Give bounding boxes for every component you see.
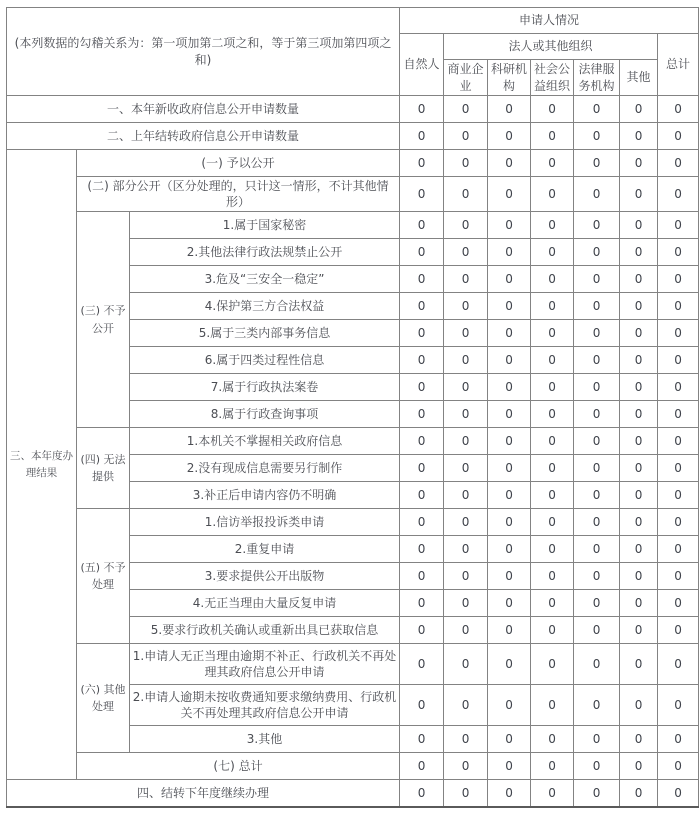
- value-cell: 0: [658, 347, 699, 374]
- row-label-carried-to-next-year: 四、结转下年度继续办理: [7, 780, 400, 807]
- row-label-request-publications: 3.要求提供公开出版物: [130, 563, 400, 590]
- value-cell: 0: [444, 123, 488, 150]
- value-cell: 0: [531, 726, 574, 753]
- row-label-reconfirm-obtained-info: 5.要求行政机关确认或重新出具已获取信息: [130, 617, 400, 644]
- value-cell: 0: [658, 428, 699, 455]
- header-applicant-situation: 申请人情况: [400, 8, 699, 34]
- value-cell: 0: [400, 644, 444, 685]
- row-label-still-unclear-after-correction: 3.补正后申请内容仍不明确: [130, 482, 400, 509]
- table-row: [7, 212, 699, 239]
- value-cell: 0: [620, 96, 658, 123]
- value-cell: 0: [574, 123, 620, 150]
- header-natural-person: 自然人: [400, 34, 444, 96]
- value-cell: 0: [400, 590, 444, 617]
- value-cell: 0: [620, 212, 658, 239]
- value-cell: 0: [400, 177, 444, 212]
- value-cell: 0: [444, 685, 488, 726]
- value-cell: 0: [620, 563, 658, 590]
- row-label-unjustified-mass-repeat: 4.无正当理由大量反复申请: [130, 590, 400, 617]
- value-cell: 0: [620, 123, 658, 150]
- value-cell: 0: [574, 590, 620, 617]
- value-cell: 0: [531, 177, 574, 212]
- value-cell: 0: [488, 590, 531, 617]
- value-cell: 0: [531, 96, 574, 123]
- row-label-state-secret: 1.属于国家秘密: [130, 212, 400, 239]
- value-cell: 0: [531, 266, 574, 293]
- value-cell: 0: [620, 753, 658, 780]
- value-cell: 0: [444, 644, 488, 685]
- value-cell: 0: [488, 509, 531, 536]
- value-cell: 0: [620, 590, 658, 617]
- table-row: [7, 644, 699, 685]
- value-cell: 0: [620, 644, 658, 685]
- value-cell: 0: [620, 482, 658, 509]
- value-cell: 0: [444, 428, 488, 455]
- value-cell: 0: [531, 293, 574, 320]
- value-cell: 0: [574, 150, 620, 177]
- row-label-partial-disclosure: (二) 部分公开（区分处理的，只计这一情形，不计其他情形）: [77, 177, 400, 212]
- value-cell: 0: [400, 617, 444, 644]
- value-cell: 0: [574, 212, 620, 239]
- row-label-granted-disclosure: (一) 予以公开: [77, 150, 400, 177]
- value-cell: 0: [531, 563, 574, 590]
- table-row: [7, 428, 699, 455]
- value-cell: 0: [488, 726, 531, 753]
- header-legal-service-org: 法律服务机构: [574, 60, 620, 96]
- value-cell: 0: [400, 150, 444, 177]
- value-cell: 0: [658, 536, 699, 563]
- table-row: [7, 509, 699, 536]
- header-total: 总计: [658, 34, 699, 96]
- value-cell: 0: [620, 293, 658, 320]
- value-cell: 0: [444, 266, 488, 293]
- value-cell: 0: [574, 753, 620, 780]
- value-cell: 0: [488, 320, 531, 347]
- value-cell: 0: [400, 239, 444, 266]
- value-cell: 0: [444, 509, 488, 536]
- value-cell: 0: [444, 239, 488, 266]
- value-cell: 0: [658, 239, 699, 266]
- group-label-unable-to-provide: (四) 无法提供: [77, 428, 130, 509]
- value-cell: 0: [574, 780, 620, 807]
- row-label-other: 3.其他: [130, 726, 400, 753]
- group-label-not-processed: (五) 不予处理: [77, 509, 130, 644]
- value-cell: 0: [658, 123, 699, 150]
- row-label-endanger-security-stability: 3.危及“三安全一稳定”: [130, 266, 400, 293]
- value-cell: 0: [574, 177, 620, 212]
- value-cell: 0: [488, 212, 531, 239]
- value-cell: 0: [444, 780, 488, 807]
- value-cell: 0: [400, 563, 444, 590]
- value-cell: 0: [488, 563, 531, 590]
- value-cell: 0: [531, 685, 574, 726]
- value-cell: 0: [658, 212, 699, 239]
- value-cell: 0: [400, 266, 444, 293]
- value-cell: 0: [400, 726, 444, 753]
- row-label-process-info: 6.属于四类过程性信息: [130, 347, 400, 374]
- row-label-overdue-no-correction: 1.申请人无正当理由逾期不补正、行政机关不再处理其政府信息公开申请: [130, 644, 400, 685]
- value-cell: 0: [620, 726, 658, 753]
- value-cell: 0: [574, 536, 620, 563]
- value-cell: 0: [488, 685, 531, 726]
- value-cell: 0: [400, 455, 444, 482]
- value-cell: 0: [488, 177, 531, 212]
- value-cell: 0: [574, 320, 620, 347]
- header-commercial-enterprise: 商业企业: [444, 60, 488, 96]
- value-cell: 0: [531, 617, 574, 644]
- value-cell: 0: [658, 685, 699, 726]
- table-row: [7, 150, 699, 177]
- section3-label-cell: 三、本年度办理结果: [7, 150, 77, 780]
- value-cell: 0: [574, 617, 620, 644]
- value-cell: 0: [531, 428, 574, 455]
- value-cell: 0: [400, 509, 444, 536]
- value-cell: 0: [531, 401, 574, 428]
- value-cell: 0: [488, 482, 531, 509]
- value-cell: 0: [400, 482, 444, 509]
- group-label-other-handling: (六) 其他处理: [77, 644, 130, 753]
- value-cell: 0: [488, 123, 531, 150]
- value-cell: 0: [488, 753, 531, 780]
- value-cell: 0: [531, 212, 574, 239]
- row-label-carried-over-applications: 二、上年结转政府信息公开申请数量: [7, 123, 400, 150]
- header-row-1: [7, 8, 699, 34]
- value-cell: 0: [444, 617, 488, 644]
- value-cell: 0: [531, 482, 574, 509]
- value-cell: 0: [574, 685, 620, 726]
- row-label-petition-complaint-type: 1.信访举报投诉类申请: [130, 509, 400, 536]
- value-cell: 0: [574, 96, 620, 123]
- row-label-repeated-application: 2.重复申请: [130, 536, 400, 563]
- value-cell: 0: [658, 482, 699, 509]
- value-cell: 0: [658, 293, 699, 320]
- value-cell: 0: [531, 644, 574, 685]
- value-cell: 0: [658, 96, 699, 123]
- row-label-internal-affairs-info: 5.属于三类内部事务信息: [130, 320, 400, 347]
- value-cell: 0: [444, 590, 488, 617]
- value-cell: 0: [400, 536, 444, 563]
- value-cell: 0: [574, 401, 620, 428]
- value-cell: 0: [658, 374, 699, 401]
- value-cell: 0: [444, 347, 488, 374]
- header-other-org: 其他: [620, 60, 658, 96]
- value-cell: 0: [658, 753, 699, 780]
- value-cell: 0: [444, 726, 488, 753]
- table-row: [7, 780, 699, 807]
- value-cell: 0: [658, 644, 699, 685]
- value-cell: 0: [444, 455, 488, 482]
- value-cell: 0: [444, 177, 488, 212]
- value-cell: 0: [400, 347, 444, 374]
- value-cell: 0: [400, 753, 444, 780]
- value-cell: 0: [444, 320, 488, 347]
- value-cell: 0: [488, 644, 531, 685]
- value-cell: 0: [488, 374, 531, 401]
- value-cell: 0: [488, 266, 531, 293]
- table-row: [7, 177, 699, 212]
- value-cell: 0: [574, 374, 620, 401]
- value-cell: 0: [400, 685, 444, 726]
- row-label-not-held-by-agency: 1.本机关不掌握相关政府信息: [130, 428, 400, 455]
- value-cell: 0: [658, 320, 699, 347]
- header-research-institution: 科研机构: [488, 60, 531, 96]
- value-cell: 0: [574, 347, 620, 374]
- value-cell: 0: [620, 374, 658, 401]
- value-cell: 0: [658, 509, 699, 536]
- value-cell: 0: [531, 590, 574, 617]
- value-cell: 0: [658, 455, 699, 482]
- value-cell: 0: [488, 780, 531, 807]
- value-cell: 0: [658, 266, 699, 293]
- row-label-law-prohibited: 2.其他法律行政法规禁止公开: [130, 239, 400, 266]
- value-cell: 0: [620, 347, 658, 374]
- value-cell: 0: [574, 293, 620, 320]
- value-cell: 0: [531, 123, 574, 150]
- value-cell: 0: [620, 780, 658, 807]
- value-cell: 0: [620, 455, 658, 482]
- table-row: [7, 123, 699, 150]
- value-cell: 0: [620, 239, 658, 266]
- value-cell: 0: [444, 96, 488, 123]
- value-cell: 0: [488, 239, 531, 266]
- value-cell: 0: [400, 123, 444, 150]
- value-cell: 0: [620, 266, 658, 293]
- value-cell: 0: [400, 780, 444, 807]
- value-cell: 0: [531, 320, 574, 347]
- value-cell: 0: [444, 212, 488, 239]
- row-label-new-applications: 一、本年新收政府信息公开申请数量: [7, 96, 400, 123]
- value-cell: 0: [658, 780, 699, 807]
- gov-info-disclosure-applications-table: [6, 7, 699, 808]
- value-cell: 0: [658, 590, 699, 617]
- row-label-overdue-unpaid-fees: 2.申请人逾期未按收费通知要求缴纳费用、行政机关不再处理其政府信息公开申请: [130, 685, 400, 726]
- value-cell: 0: [658, 726, 699, 753]
- value-cell: 0: [574, 509, 620, 536]
- row-label-section3-total: (七) 总计: [77, 753, 400, 780]
- value-cell: 0: [531, 374, 574, 401]
- value-cell: 0: [658, 563, 699, 590]
- value-cell: 0: [658, 401, 699, 428]
- value-cell: 0: [574, 563, 620, 590]
- value-cell: 0: [620, 685, 658, 726]
- value-cell: 0: [531, 780, 574, 807]
- value-cell: 0: [620, 177, 658, 212]
- value-cell: 0: [488, 536, 531, 563]
- table-row: [7, 753, 699, 780]
- header-legal-or-other-org: 法人或其他组织: [444, 34, 658, 60]
- value-cell: 0: [444, 563, 488, 590]
- value-cell: 0: [574, 644, 620, 685]
- value-cell: 0: [400, 212, 444, 239]
- value-cell: 0: [444, 293, 488, 320]
- row-label-needs-separate-production: 2.没有现成信息需要另行制作: [130, 455, 400, 482]
- value-cell: 0: [488, 401, 531, 428]
- value-cell: 0: [531, 150, 574, 177]
- row-label-administrative-inquiry: 8.属于行政查询事项: [130, 401, 400, 428]
- value-cell: 0: [620, 401, 658, 428]
- value-cell: 0: [574, 726, 620, 753]
- value-cell: 0: [620, 428, 658, 455]
- value-cell: 0: [620, 509, 658, 536]
- value-cell: 0: [620, 536, 658, 563]
- value-cell: 0: [531, 455, 574, 482]
- value-cell: 0: [400, 401, 444, 428]
- value-cell: 0: [658, 617, 699, 644]
- row-label-third-party-rights: 4.保护第三方合法权益: [130, 293, 400, 320]
- value-cell: 0: [574, 266, 620, 293]
- value-cell: 0: [488, 347, 531, 374]
- value-cell: 0: [658, 177, 699, 212]
- value-cell: 0: [574, 239, 620, 266]
- value-cell: 0: [488, 617, 531, 644]
- table-row: [7, 96, 699, 123]
- value-cell: 0: [488, 293, 531, 320]
- header-public-welfare-org: 社会公益组织: [531, 60, 574, 96]
- value-cell: 0: [531, 509, 574, 536]
- value-cell: 0: [488, 455, 531, 482]
- value-cell: 0: [620, 150, 658, 177]
- value-cell: 0: [400, 428, 444, 455]
- value-cell: 0: [400, 374, 444, 401]
- value-cell: 0: [531, 347, 574, 374]
- value-cell: 0: [574, 428, 620, 455]
- value-cell: 0: [444, 150, 488, 177]
- value-cell: 0: [444, 401, 488, 428]
- value-cell: 0: [531, 239, 574, 266]
- value-cell: 0: [531, 536, 574, 563]
- group-label-refused-disclosure: (三) 不予公开: [77, 212, 130, 428]
- reconciliation-note: (本列数据的勾稽关系为：第一项加第二项之和，等于第三项加第四项之和): [7, 8, 400, 96]
- value-cell: 0: [488, 96, 531, 123]
- value-cell: 0: [488, 428, 531, 455]
- value-cell: 0: [658, 150, 699, 177]
- value-cell: 0: [400, 293, 444, 320]
- value-cell: 0: [444, 482, 488, 509]
- value-cell: 0: [400, 320, 444, 347]
- value-cell: 0: [444, 536, 488, 563]
- row-label-enforcement-files: 7.属于行政执法案卷: [130, 374, 400, 401]
- value-cell: 0: [574, 455, 620, 482]
- value-cell: 0: [620, 617, 658, 644]
- value-cell: 0: [574, 482, 620, 509]
- value-cell: 0: [488, 150, 531, 177]
- value-cell: 0: [620, 320, 658, 347]
- value-cell: 0: [444, 374, 488, 401]
- value-cell: 0: [400, 96, 444, 123]
- value-cell: 0: [531, 753, 574, 780]
- value-cell: 0: [444, 753, 488, 780]
